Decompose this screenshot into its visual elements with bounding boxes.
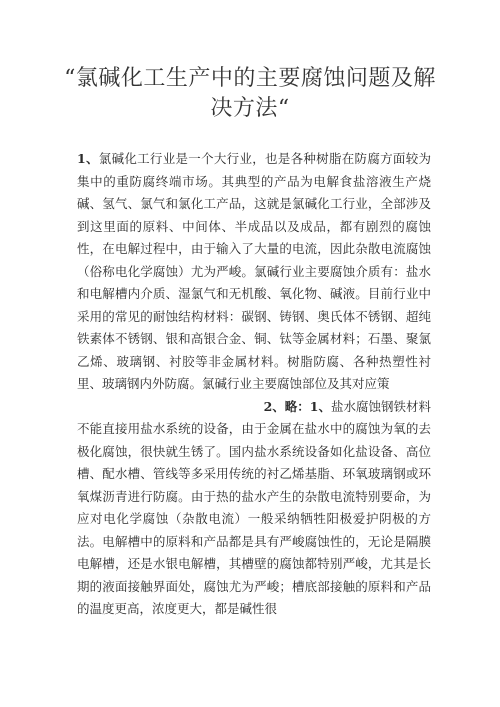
- section-2-header-tail: 盐水腐蚀钢铁材料: [330, 398, 431, 414]
- paragraph-section-1: [77, 148, 431, 396]
- paragraph-section-2: 不能直接用盐水系统的设备，由于金属在盐水中的腐蚀为氧的去极化腐蚀，很快就生锈了。国内盐水系统设备如化盐设备、高位槽、配水槽、管线等多采用传统的衬乙烯基脂、环氧玻璃钢或环氧煤沥青进行防腐。由于热的盐水产生的杂散电流特别要命，为应对电化学腐蚀（杂散电流）一般采纳牺牲阳极爱护阴极的方法。电解槽中的原料和产品都是具有严峻腐蚀性的，无论是隔膜电解槽，还是水银电解槽，其槽壁的腐蚀都特别严峻，尤其是长期的液面接触界面处，腐蚀尤为严峻；槽底部接触的原料和产品的温度更高，浓度更大，都是碱性很: [77, 421, 431, 616]
- document-body: [77, 148, 431, 621]
- section-1-text: 氯碱化工行业是一个大行业，也是各种树脂在防腐方面较为集中的重防腐终端市场。其典型的产品为电解食盐溶液生产烧碱、氢气、氯气和氯化工产品，这就是氯碱化工行业，全部涉及到这里面的原料、中间体、半成品以及成品，都有剧烈的腐蚀性，在电解过程中，由于输入了大量的电流，因此杂散电流腐蚀（俗称电化学腐蚀）尤为严峻。氯碱行业主要腐蚀介质有：盐水和电解槽内介质、湿氯气和无机酸、氧化物、碱液。目前行业中采用的常见的耐蚀结构材料：碳钢、铸钢、奥氏体不锈钢、超纯铁素体不锈钢、银和高银合金、铜、钛等金属材料；石墨、聚氯乙烯、玻璃钢、衬胶等非金属材料。树脂防腐、各种热塑性衬里、玻璃钢内外防腐。氯碱行业主要腐蚀部位及其对应策: [77, 151, 431, 391]
- section-2-heading: [77, 396, 431, 419]
- section-2-header: 2、略：1、: [263, 398, 331, 414]
- section-1-number: 1、: [77, 151, 99, 166]
- document-title: “氯碱化工生产中的主要腐蚀问题及解决方法“: [64, 66, 436, 121]
